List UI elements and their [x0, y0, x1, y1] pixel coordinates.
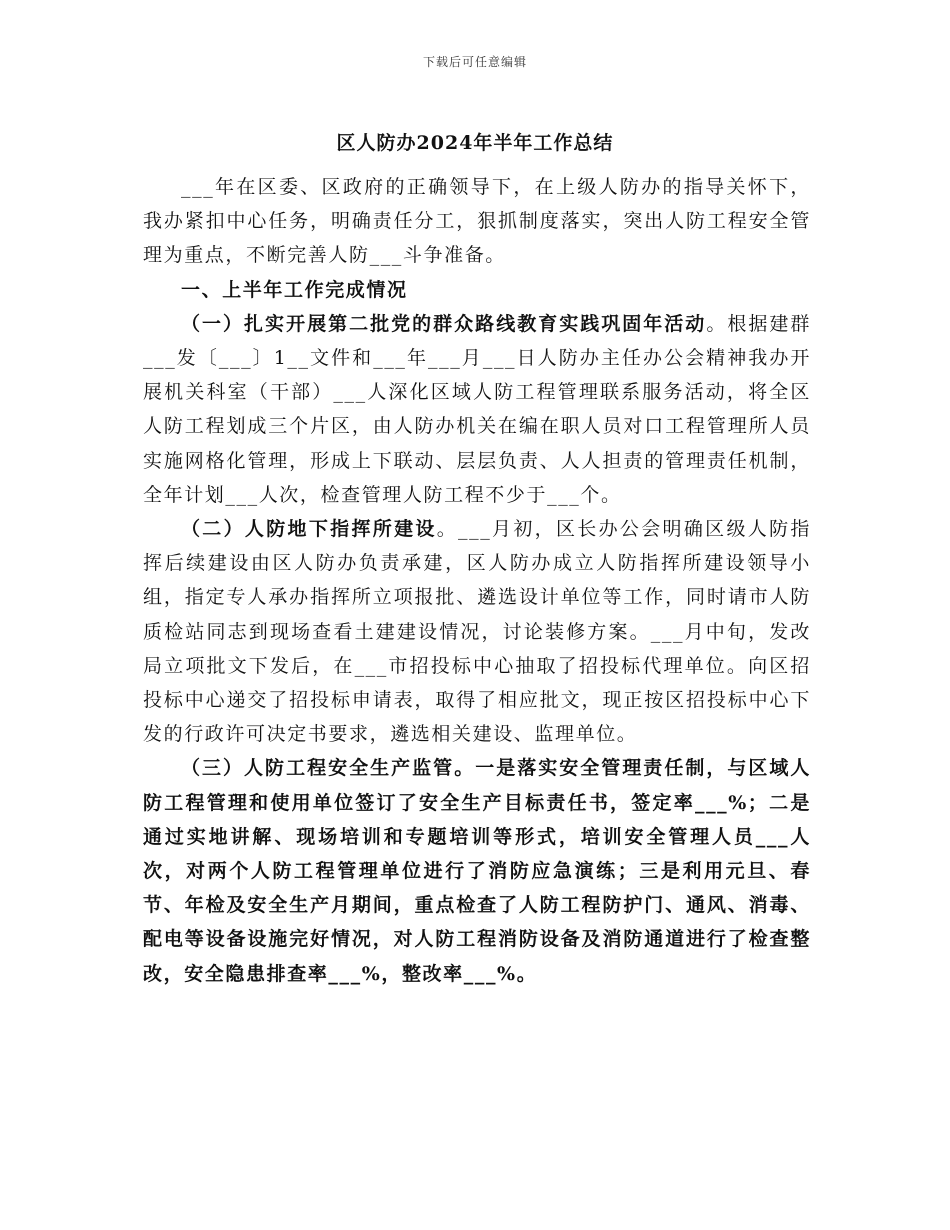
item-2-lead: （二）人防地下指挥所建设	[181, 518, 437, 541]
section-heading: 一、上半年工作完成情况	[181, 278, 408, 301]
item-1-body: 。根据建群___发〔___〕1__文件和___年___月___日人防办主任办公会精神我办开展机关科室（干部）___人深化区域人防工程管理联系服务活动，将全区人防工程划成三个片区，由人防办机关在编在职人员对口工程管理所人员实施网格化管理，形成上下联动、层层负责、人人担责的管理责任机制，全年计划___人次，检查管理人防工程不少于___个。	[143, 312, 811, 506]
item-3-paragraph	[143, 751, 811, 990]
item-2-body: 。___月初，区长办公会明确区级人防指挥后续建设由区人防办负责承建，区人防办成立人防指挥所建设领导小组，指定专人承办指挥所立项报批、遴选设计单位等工作，同时请市人防质检站同志到现场查看土建建设情况，讨论装修方案。___月中旬，发改局立项批文下发后，在___市招投标中心抽取了招投标代理单位。向区招投标中心递交了招投标申请表，取得了相应批文，现正按区招投标中心下发的行政许可决定书要求，遴选相关建设、监理单位。	[143, 518, 812, 746]
item-2-paragraph	[143, 512, 811, 751]
item-1-lead: （一）扎实开展第二批党的群众路线教育实践巩固年活动	[181, 312, 707, 335]
intro-paragraph: ___年在区委、区政府的正确领导下，在上级人防办的指导关怀下，我办紧扣中心任务，明确责任分工，狠抓制度落实，突出人防工程安全管理为重点，不断完善人防___斗争准备。	[143, 176, 811, 267]
item-1-paragraph	[143, 307, 811, 512]
item-3-lead: （三）人防工程安全生产监管	[181, 757, 455, 780]
document-body	[143, 170, 811, 991]
page-header-note: 下载后可任意编辑	[422, 55, 527, 69]
item-3-body: 。一是落实安全管理责任制，与区域人防工程管理和使用单位签订了安全生产目标责任书，签定率___%；二是通过实地讲解、现场培训和专题培训等形式，培训安全管理人员___人次，对两个人防工程管理单位进行了消防应急演练；三是利用元旦、春节、年检及安全生产月期间，重点检查了人防工程防护门、通风、消毒、配电等设备设施完好情况，对人防工程消防设备及消防通道进行了检查整改，安全隐患排查率___%，整改率___%。	[143, 757, 812, 985]
document-title: 区人防办2024年半年工作总结	[336, 132, 614, 154]
